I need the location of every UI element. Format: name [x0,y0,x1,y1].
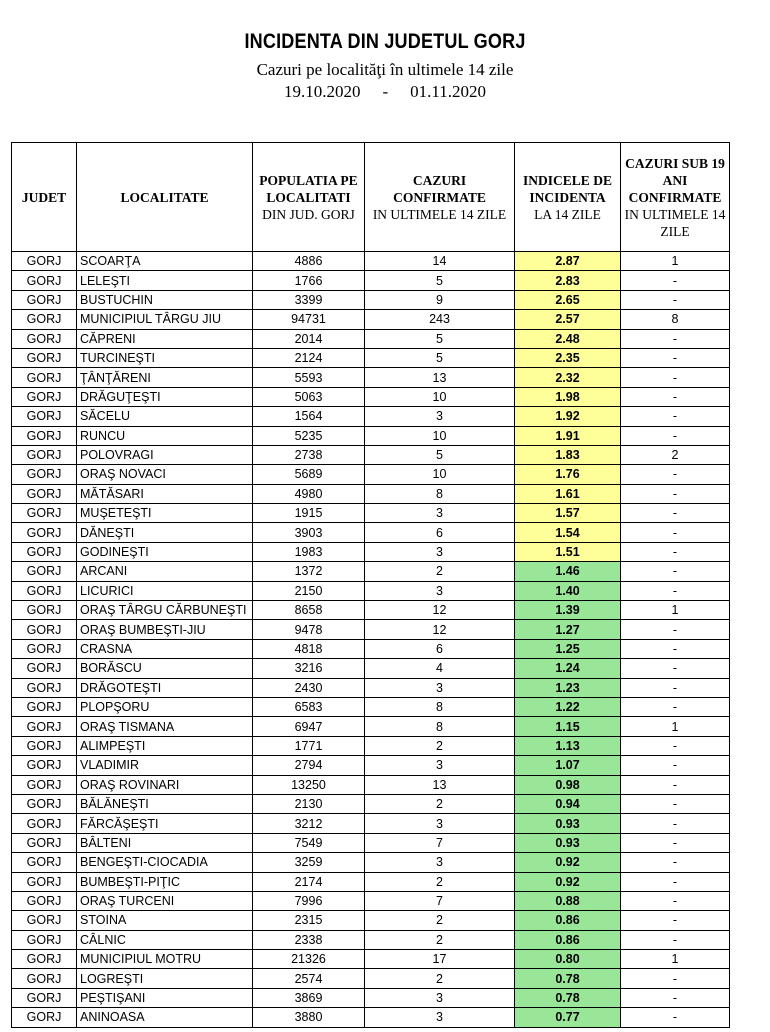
cell-cazuri: 17 [365,950,515,969]
date-from: 19.10.2020 [283,82,361,101]
table-row [12,891,730,910]
cell-indice: 0.92 [515,872,621,891]
cell-cazuri: 3 [365,407,515,426]
cell-sub19: - [621,930,730,949]
cell-cazuri: 3 [365,581,515,600]
cell-cazuri: 10 [365,387,515,406]
cell-localitate: ORAŞ TURCENI [77,891,253,910]
cell-populatie: 9478 [253,620,365,639]
cell-cazuri: 2 [365,562,515,581]
cell-populatie: 4980 [253,484,365,503]
cell-judet: GORJ [12,988,77,1007]
table-row [12,523,730,542]
cell-judet: GORJ [12,348,77,367]
cell-judet: GORJ [12,794,77,813]
cell-localitate: DRĂGOTEŞTI [77,678,253,697]
cell-populatie: 2130 [253,794,365,813]
table-row [12,368,730,387]
cell-cazuri: 12 [365,620,515,639]
table-row [12,988,730,1007]
cell-judet: GORJ [12,678,77,697]
cell-sub19: - [621,329,730,348]
cell-cazuri: 13 [365,368,515,387]
cell-cazuri: 3 [365,678,515,697]
table-row [12,581,730,600]
cell-indice: 2.48 [515,329,621,348]
cell-indice: 1.39 [515,601,621,620]
cell-indice: 0.78 [515,988,621,1007]
cell-sub19: - [621,872,730,891]
cell-indice: 1.98 [515,387,621,406]
table-row [12,794,730,813]
cell-populatie: 7996 [253,891,365,910]
cell-cazuri: 243 [365,310,515,329]
table-row [12,833,730,852]
cell-populatie: 1372 [253,562,365,581]
cell-sub19: - [621,678,730,697]
cell-judet: GORJ [12,504,77,523]
date-separator: - [382,82,389,101]
cell-cazuri: 13 [365,775,515,794]
cell-populatie: 2794 [253,756,365,775]
cell-sub19: - [621,426,730,445]
cell-populatie: 1983 [253,542,365,561]
cell-judet: GORJ [12,290,77,309]
cell-cazuri: 3 [365,853,515,872]
cell-indice: 1.76 [515,465,621,484]
cell-indice: 1.23 [515,678,621,697]
cell-localitate: BÂLTENI [77,833,253,852]
table-row [12,756,730,775]
cell-populatie: 2574 [253,969,365,988]
cell-populatie: 5063 [253,387,365,406]
cell-sub19: - [621,542,730,561]
cell-localitate: TURCINEŞTI [77,348,253,367]
cell-populatie: 21326 [253,950,365,969]
cell-cazuri: 2 [365,794,515,813]
cell-sub19: - [621,736,730,755]
cell-judet: GORJ [12,620,77,639]
header-indice: INDICELE DE INCIDENTA LA 14 ZILE [515,143,621,252]
cell-sub19: 1 [621,717,730,736]
table-row [12,601,730,620]
header-localitate: LOCALITATE [77,143,253,252]
cell-populatie: 7549 [253,833,365,852]
table-row [12,775,730,794]
table-row [12,872,730,891]
cell-sub19: - [621,775,730,794]
cell-localitate: GODINEŞTI [77,542,253,561]
cell-judet: GORJ [12,562,77,581]
cell-populatie: 1771 [253,736,365,755]
cell-populatie: 2430 [253,678,365,697]
cell-indice: 1.46 [515,562,621,581]
table-row [12,911,730,930]
cell-judet: GORJ [12,368,77,387]
cell-sub19: - [621,290,730,309]
cell-judet: GORJ [12,736,77,755]
cell-sub19: - [621,523,730,542]
cell-localitate: BUMBEŞTI-PIŢIC [77,872,253,891]
cell-cazuri: 2 [365,911,515,930]
cell-cazuri: 2 [365,930,515,949]
cell-indice: 0.77 [515,1008,621,1027]
cell-populatie: 94731 [253,310,365,329]
cell-sub19: - [621,833,730,852]
cell-populatie: 2174 [253,872,365,891]
cell-localitate: CRASNA [77,639,253,658]
cell-indice: 1.61 [515,484,621,503]
cell-populatie: 3216 [253,659,365,678]
cell-cazuri: 10 [365,465,515,484]
cell-populatie: 2738 [253,445,365,464]
cell-cazuri: 7 [365,891,515,910]
cell-judet: GORJ [12,581,77,600]
cell-indice: 2.65 [515,290,621,309]
cell-cazuri: 5 [365,329,515,348]
table-row [12,736,730,755]
cell-judet: GORJ [12,833,77,852]
table-row [12,620,730,639]
cell-sub19: - [621,1008,730,1027]
cell-localitate: BĂLĂNEŞTI [77,794,253,813]
cell-judet: GORJ [12,891,77,910]
cell-judet: GORJ [12,853,77,872]
cell-cazuri: 3 [365,542,515,561]
cell-cazuri: 14 [365,252,515,271]
cell-indice: 2.32 [515,368,621,387]
table-row [12,814,730,833]
cell-judet: GORJ [12,697,77,716]
cell-cazuri: 5 [365,348,515,367]
cell-populatie: 2124 [253,348,365,367]
cell-judet: GORJ [12,465,77,484]
cell-localitate: STOINA [77,911,253,930]
cell-populatie: 3903 [253,523,365,542]
cell-localitate: BUSTUCHIN [77,290,253,309]
table-row [12,329,730,348]
table-row [12,659,730,678]
cell-indice: 0.78 [515,969,621,988]
incidence-table [11,142,730,1028]
cell-localitate: VLADIMIR [77,756,253,775]
cell-sub19: 1 [621,950,730,969]
cell-indice: 1.27 [515,620,621,639]
table-row [12,252,730,271]
cell-indice: 0.86 [515,911,621,930]
cell-indice: 1.13 [515,736,621,755]
cell-indice: 1.22 [515,697,621,716]
cell-sub19: - [621,562,730,581]
cell-cazuri: 9 [365,290,515,309]
cell-indice: 0.94 [515,794,621,813]
cell-populatie: 13250 [253,775,365,794]
cell-judet: GORJ [12,930,77,949]
cell-populatie: 2315 [253,911,365,930]
cell-populatie: 4886 [253,252,365,271]
cell-sub19: 8 [621,310,730,329]
table-row [12,387,730,406]
cell-sub19: - [621,697,730,716]
cell-sub19: - [621,348,730,367]
page-title: INCIDENTA DIN JUDETUL GORJ [244,30,526,53]
cell-cazuri: 7 [365,833,515,852]
cell-sub19: - [621,794,730,813]
cell-sub19: - [621,387,730,406]
table-row [12,717,730,736]
cell-populatie: 5593 [253,368,365,387]
cell-judet: GORJ [12,601,77,620]
cell-populatie: 3869 [253,988,365,1007]
cell-sub19: - [621,639,730,658]
cell-sub19: - [621,814,730,833]
cell-localitate: ORAŞ TISMANA [77,717,253,736]
cell-sub19: - [621,484,730,503]
cell-judet: GORJ [12,484,77,503]
header-cazuri: CAZURI CONFIRMATE IN ULTIMELE 14 ZILE [365,143,515,252]
cell-judet: GORJ [12,659,77,678]
cell-cazuri: 6 [365,639,515,658]
cell-indice: 2.87 [515,252,621,271]
cell-judet: GORJ [12,639,77,658]
cell-indice: 0.88 [515,891,621,910]
date-to: 01.11.2020 [410,82,487,101]
cell-judet: GORJ [12,756,77,775]
cell-populatie: 3399 [253,290,365,309]
cell-indice: 0.93 [515,833,621,852]
cell-indice: 0.80 [515,950,621,969]
cell-judet: GORJ [12,542,77,561]
cell-populatie: 2014 [253,329,365,348]
cell-populatie: 6583 [253,697,365,716]
cell-judet: GORJ [12,814,77,833]
cell-localitate: MUŞETEŞTI [77,504,253,523]
cell-localitate: ORAŞ NOVACI [77,465,253,484]
cell-populatie: 2338 [253,930,365,949]
cell-indice: 2.57 [515,310,621,329]
cell-localitate: PLOPŞORU [77,697,253,716]
cell-populatie: 5689 [253,465,365,484]
cell-localitate: LOGREŞTI [77,969,253,988]
cell-localitate: MĂTĂSARI [77,484,253,503]
cell-populatie: 5235 [253,426,365,445]
cell-indice: 1.54 [515,523,621,542]
cell-judet: GORJ [12,950,77,969]
cell-cazuri: 10 [365,426,515,445]
cell-localitate: ALIMPEŞTI [77,736,253,755]
cell-sub19: - [621,620,730,639]
cell-judet: GORJ [12,523,77,542]
cell-populatie: 1915 [253,504,365,523]
cell-populatie: 6947 [253,717,365,736]
cell-sub19: - [621,891,730,910]
cell-judet: GORJ [12,775,77,794]
cell-judet: GORJ [12,271,77,290]
header-populatie: POPULATIA PE LOCALITATI DIN JUD. GORJ [253,143,365,252]
cell-judet: GORJ [12,329,77,348]
cell-cazuri: 8 [365,697,515,716]
cell-localitate: ANINOASA [77,1008,253,1027]
cell-judet: GORJ [12,872,77,891]
cell-sub19: - [621,853,730,872]
cell-localitate: MUNICIPIUL MOTRU [77,950,253,969]
cell-judet: GORJ [12,310,77,329]
cell-populatie: 1564 [253,407,365,426]
cell-localitate: DĂNEŞTI [77,523,253,542]
cell-judet: GORJ [12,969,77,988]
cell-localitate: LICURICI [77,581,253,600]
cell-indice: 2.83 [515,271,621,290]
cell-indice: 0.92 [515,853,621,872]
cell-localitate: RUNCU [77,426,253,445]
table-row [12,853,730,872]
cell-cazuri: 2 [365,736,515,755]
cell-indice: 2.35 [515,348,621,367]
cell-localitate: SĂCELU [77,407,253,426]
cell-cazuri: 8 [365,484,515,503]
table-row [12,310,730,329]
cell-sub19: - [621,504,730,523]
cell-cazuri: 2 [365,872,515,891]
cell-cazuri: 6 [365,523,515,542]
cell-cazuri: 3 [365,756,515,775]
table-row [12,950,730,969]
cell-judet: GORJ [12,911,77,930]
cell-populatie: 1766 [253,271,365,290]
cell-localitate: ARCANI [77,562,253,581]
cell-sub19: - [621,271,730,290]
table-row [12,639,730,658]
cell-localitate: MUNICIPIUL TÂRGU JIU [77,310,253,329]
cell-cazuri: 12 [365,601,515,620]
cell-populatie: 3212 [253,814,365,833]
cell-populatie: 3259 [253,853,365,872]
cell-sub19: 2 [621,445,730,464]
cell-localitate: DRĂGUŢEŞTI [77,387,253,406]
cell-sub19: 1 [621,252,730,271]
cell-indice: 1.92 [515,407,621,426]
cell-localitate: ŢÂNŢĂRENI [77,368,253,387]
cell-sub19: - [621,659,730,678]
cell-indice: 0.98 [515,775,621,794]
cell-localitate: CÂLNIC [77,930,253,949]
cell-indice: 1.40 [515,581,621,600]
header-judet: JUDET [12,143,77,252]
table-row [12,426,730,445]
cell-localitate: CĂPRENI [77,329,253,348]
table-row [12,484,730,503]
cell-localitate: POLOVRAGI [77,445,253,464]
cell-populatie: 3880 [253,1008,365,1027]
cell-judet: GORJ [12,252,77,271]
cell-localitate: BORĂSCU [77,659,253,678]
cell-sub19: - [621,988,730,1007]
header-sub19: CAZURI SUB 19 ANI CONFIRMATE IN ULTIMELE 14 ZILE [621,143,730,252]
cell-localitate: ORAŞ ROVINARI [77,775,253,794]
cell-localitate: ORAŞ BUMBEŞTI-JIU [77,620,253,639]
cell-populatie: 8658 [253,601,365,620]
cell-localitate: FĂRCĂŞEŞTI [77,814,253,833]
date-range [0,82,770,102]
cell-sub19: - [621,969,730,988]
cell-cazuri: 5 [365,271,515,290]
cell-judet: GORJ [12,387,77,406]
cell-cazuri: 3 [365,814,515,833]
cell-judet: GORJ [12,445,77,464]
cell-localitate: SCOARŢA [77,252,253,271]
cell-judet: GORJ [12,407,77,426]
cell-sub19: - [621,407,730,426]
cell-indice: 0.86 [515,930,621,949]
cell-sub19: 1 [621,601,730,620]
cell-cazuri: 4 [365,659,515,678]
table-row [12,504,730,523]
cell-sub19: - [621,581,730,600]
cell-sub19: - [621,368,730,387]
cell-indice: 1.07 [515,756,621,775]
cell-indice: 1.83 [515,445,621,464]
cell-cazuri: 3 [365,504,515,523]
cell-cazuri: 3 [365,1008,515,1027]
cell-indice: 1.15 [515,717,621,736]
cell-judet: GORJ [12,426,77,445]
table-row [12,445,730,464]
cell-indice: 1.57 [515,504,621,523]
cell-localitate: BENGEŞTI-CIOCADIA [77,853,253,872]
table-row [12,678,730,697]
table-row [12,407,730,426]
cell-localitate: LELEŞTI [77,271,253,290]
cell-cazuri: 2 [365,969,515,988]
table-row [12,969,730,988]
cell-indice: 1.25 [515,639,621,658]
page-subtitle: Cazuri pe localităţi în ultimele 14 zile [256,60,514,79]
table-row [12,271,730,290]
table-row [12,290,730,309]
table-row [12,465,730,484]
table-header-row [12,143,730,252]
cell-judet: GORJ [12,1008,77,1027]
cell-cazuri: 8 [365,717,515,736]
cell-indice: 1.24 [515,659,621,678]
cell-populatie: 4818 [253,639,365,658]
cell-localitate: ORAŞ TÂRGU CĂRBUNEŞTI [77,601,253,620]
cell-localitate: PEŞTIŞANI [77,988,253,1007]
cell-indice: 1.51 [515,542,621,561]
cell-sub19: - [621,465,730,484]
table-row [12,542,730,561]
cell-sub19: - [621,911,730,930]
cell-judet: GORJ [12,717,77,736]
table-row [12,562,730,581]
table-row [12,930,730,949]
cell-indice: 0.93 [515,814,621,833]
cell-cazuri: 5 [365,445,515,464]
table-row [12,348,730,367]
cell-cazuri: 3 [365,988,515,1007]
table-row [12,697,730,716]
table-row [12,1008,730,1027]
cell-populatie: 2150 [253,581,365,600]
table-body [12,252,730,1028]
cell-sub19: - [621,756,730,775]
cell-indice: 1.91 [515,426,621,445]
